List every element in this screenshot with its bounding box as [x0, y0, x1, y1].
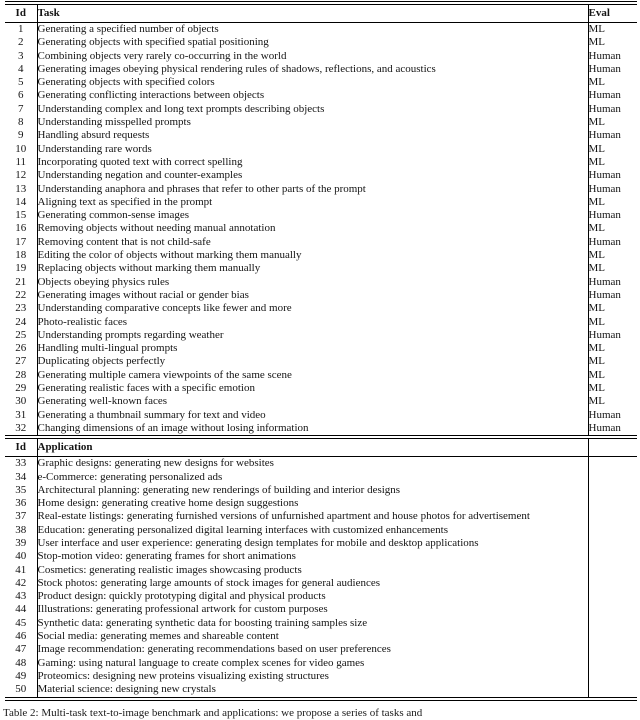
row-id: 2 [5, 36, 37, 49]
applications-header-empty [588, 437, 637, 457]
row-eval: ML [588, 76, 605, 89]
row-text: Combining objects very rarely co-occurring in the world [37, 50, 588, 63]
row-eval: Human [588, 408, 621, 421]
row-eval [588, 497, 637, 510]
row-eval [588, 670, 637, 683]
row-id: 23 [5, 302, 37, 315]
table-row [5, 329, 637, 342]
row-text: Aligning text as specified in the prompt [37, 196, 588, 209]
row-id: 41 [5, 564, 37, 577]
row-eval [588, 590, 637, 603]
row-eval: ML [588, 116, 605, 129]
table-row [5, 355, 637, 368]
row-text: Home design: generating creative home design suggestions [37, 497, 588, 510]
row-eval [588, 524, 637, 537]
tasks-header-id: Id [5, 3, 37, 23]
row-id: 10 [5, 143, 37, 156]
table-row [5, 36, 637, 49]
row-text: Generating objects with specified colors [37, 76, 588, 89]
row-id: 33 [5, 457, 37, 471]
applications-body [5, 457, 637, 699]
row-text: User interface and user experience: generating design templates for mobile and desktop applications [37, 537, 588, 550]
row-text: Understanding negation and counter-examples [37, 169, 588, 182]
row-eval: ML [588, 342, 605, 355]
row-id: 35 [5, 484, 37, 497]
table-row [5, 657, 637, 670]
table-row [5, 76, 637, 89]
row-id: 40 [5, 550, 37, 563]
table-row [5, 603, 637, 616]
tasks-body [5, 23, 637, 438]
row-eval: ML [588, 382, 605, 395]
row-id: 48 [5, 657, 37, 670]
table-row [5, 457, 637, 471]
row-id: 45 [5, 617, 37, 630]
row-text: Graphic designs: generating new designs for websites [37, 457, 588, 471]
row-id: 4 [5, 63, 37, 76]
row-text: Architectural planning: generating new renderings of building and interior designs [37, 484, 588, 497]
row-text: Incorporating quoted text with correct spelling [37, 156, 588, 169]
row-eval: ML [588, 315, 605, 328]
table-row [5, 289, 637, 302]
row-text: Stock photos: generating large amounts of stock images for general audiences [37, 577, 588, 590]
table-row [5, 409, 637, 422]
row-text: Generating multiple camera viewpoints of the same scene [37, 369, 588, 382]
row-eval [588, 471, 637, 484]
row-id: 26 [5, 342, 37, 355]
row-id: 38 [5, 524, 37, 537]
row-text: Synthetic data: generating synthetic data for boosting training samples size [37, 617, 588, 630]
row-text: Generating images obeying physical rendering rules of shadows, reflections, and acoustics [37, 63, 588, 76]
row-id: 47 [5, 643, 37, 656]
row-id: 43 [5, 590, 37, 603]
table-row [5, 50, 637, 63]
table-row [5, 302, 637, 315]
table-row [5, 103, 637, 116]
row-text: Understanding misspelled prompts [37, 116, 588, 129]
row-id: 29 [5, 382, 37, 395]
row-id: 36 [5, 497, 37, 510]
table-row [5, 156, 637, 169]
row-id: 19 [5, 262, 37, 275]
table-row [5, 342, 637, 355]
table-row [5, 643, 637, 656]
row-eval: Human [588, 235, 621, 248]
row-eval [588, 537, 637, 550]
table-row [5, 236, 637, 249]
row-text: Generating a thumbnail summary for text and video [37, 409, 588, 422]
row-text: Understanding prompts regarding weather [37, 329, 588, 342]
row-eval: ML [588, 36, 605, 49]
table-row [5, 550, 637, 563]
row-text: Objects obeying physics rules [37, 276, 588, 289]
row-text: Real-estate listings: generating furnished versions of unfurnished apartment and house photos for advertisement [37, 510, 588, 523]
row-id: 25 [5, 329, 37, 342]
row-text: Photo-realistic faces [37, 316, 588, 329]
row-id: 24 [5, 316, 37, 329]
row-eval: Human [588, 89, 621, 102]
row-id: 8 [5, 116, 37, 129]
row-eval [588, 510, 637, 523]
row-eval: ML [588, 155, 605, 168]
applications-header-section [5, 437, 637, 457]
tasks-header-section [5, 3, 637, 23]
table-row [5, 369, 637, 382]
row-id: 22 [5, 289, 37, 302]
row-eval [588, 630, 637, 643]
applications-header-application: Application [37, 437, 588, 457]
table-row [5, 316, 637, 329]
table-row [5, 249, 637, 262]
row-text: Handling multi-lingual prompts [37, 342, 588, 355]
row-text: Understanding anaphora and phrases that refer to other parts of the prompt [37, 183, 588, 196]
tasks-header-task: Task [37, 3, 588, 23]
row-id: 49 [5, 670, 37, 683]
row-eval [588, 657, 637, 670]
row-eval [588, 617, 637, 630]
table-row [5, 222, 637, 235]
row-eval: ML [588, 222, 605, 235]
table-row [5, 497, 637, 510]
table-row [5, 196, 637, 209]
row-text: Removing content that is not child-safe [37, 236, 588, 249]
row-id: 16 [5, 222, 37, 235]
table-row [5, 209, 637, 222]
tasks-header-row [5, 3, 637, 23]
table-row [5, 116, 637, 129]
row-text: Understanding complex and long text prompts describing objects [37, 103, 588, 116]
row-eval: Human [588, 288, 621, 301]
row-id: 27 [5, 355, 37, 368]
row-eval [588, 457, 637, 471]
table-row [5, 577, 637, 590]
row-text: e-Commerce: generating personalized ads [37, 471, 588, 484]
row-eval: Human [588, 129, 621, 142]
row-id: 37 [5, 510, 37, 523]
row-eval: Human [588, 102, 621, 115]
row-text: Product design: quickly prototyping digital and physical products [37, 590, 588, 603]
row-id: 34 [5, 471, 37, 484]
row-text: Image recommendation: generating recommendations based on user preferences [37, 643, 588, 656]
row-id: 31 [5, 409, 37, 422]
row-id: 46 [5, 630, 37, 643]
row-eval [588, 484, 637, 497]
row-id: 13 [5, 183, 37, 196]
row-eval: ML [588, 195, 605, 208]
row-text: Social media: generating memes and shareable content [37, 630, 588, 643]
table-row [5, 129, 637, 142]
row-id: 44 [5, 603, 37, 616]
row-id: 7 [5, 103, 37, 116]
table-row [5, 590, 637, 603]
row-id: 42 [5, 577, 37, 590]
row-text: Illustrations: generating professional artwork for custom purposes [37, 603, 588, 616]
row-id: 12 [5, 169, 37, 182]
row-text: Generating well-known faces [37, 395, 588, 408]
table-caption: Table 2: Multi-task text-to-image benchmark and applications: we propose a series of tasks and [3, 706, 423, 719]
row-id: 9 [5, 129, 37, 142]
row-id: 1 [5, 23, 37, 37]
row-text: Understanding comparative concepts like fewer and more [37, 302, 588, 315]
row-id: 6 [5, 89, 37, 102]
row-eval: Human [588, 328, 621, 341]
row-text: Generating conflicting interactions between objects [37, 89, 588, 102]
row-id: 14 [5, 196, 37, 209]
row-text: Changing dimensions of an image without losing information [37, 422, 588, 437]
table-row [5, 537, 637, 550]
table-row [5, 510, 637, 523]
row-eval [588, 643, 637, 656]
table-row [5, 183, 637, 196]
table-row [5, 471, 637, 484]
table-row [5, 262, 637, 275]
row-eval [588, 577, 637, 590]
table-row [5, 382, 637, 395]
row-text: Duplicating objects perfectly [37, 355, 588, 368]
applications-header-row [5, 437, 637, 457]
row-id: 50 [5, 683, 37, 698]
table-row [5, 630, 637, 643]
row-id: 28 [5, 369, 37, 382]
row-text: Understanding rare words [37, 143, 588, 156]
row-id: 5 [5, 76, 37, 89]
table-row [5, 683, 637, 698]
row-text: Removing objects without needing manual annotation [37, 222, 588, 235]
benchmark-table [5, 1, 637, 701]
row-eval: Human [588, 182, 621, 195]
row-eval: ML [588, 23, 605, 35]
row-id: 30 [5, 395, 37, 408]
row-text: Generating common-sense images [37, 209, 588, 222]
tasks-header-eval: Eval [588, 3, 637, 23]
row-eval [588, 564, 637, 577]
row-eval [588, 683, 637, 698]
table-row [5, 89, 637, 102]
row-eval: ML [588, 142, 605, 155]
row-eval: ML [588, 368, 605, 381]
row-id: 3 [5, 50, 37, 63]
row-text: Cosmetics: generating realistic images showcasing products [37, 564, 588, 577]
table-row [5, 564, 637, 577]
row-eval: Human [588, 421, 621, 434]
row-eval: Human [588, 209, 621, 222]
row-text: Proteomics: designing new proteins visualizing existing structures [37, 670, 588, 683]
row-id: 15 [5, 209, 37, 222]
row-text: Generating objects with specified spatial positioning [37, 36, 588, 49]
row-eval: Human [588, 62, 621, 75]
row-eval [588, 603, 637, 616]
table-row [5, 422, 637, 437]
row-id: 32 [5, 422, 37, 437]
row-text: Editing the color of objects without marking them manually [37, 249, 588, 262]
row-id: 21 [5, 276, 37, 289]
row-id: 17 [5, 236, 37, 249]
row-text: Material science: designing new crystals [37, 683, 588, 698]
row-eval: ML [588, 249, 605, 262]
row-text: Generating a specified number of objects [37, 23, 588, 37]
table-row [5, 524, 637, 537]
row-eval: ML [588, 395, 605, 408]
row-id: 11 [5, 156, 37, 169]
table-row [5, 395, 637, 408]
table-row [5, 169, 637, 182]
row-id: 39 [5, 537, 37, 550]
table-row [5, 484, 637, 497]
row-eval: ML [588, 262, 605, 275]
row-eval: ML [588, 355, 605, 368]
row-text: Education: generating personalized digital learning interfaces with customized enhancements [37, 524, 588, 537]
row-eval [588, 550, 637, 563]
row-text: Replacing objects without marking them manually [37, 262, 588, 275]
applications-header-id: Id [5, 437, 37, 457]
row-eval: ML [588, 302, 605, 315]
table-row [5, 276, 637, 289]
row-eval: Human [588, 169, 621, 182]
row-text: Handling absurd requests [37, 129, 588, 142]
row-eval: Human [588, 49, 621, 62]
table-row [5, 617, 637, 630]
row-text: Generating realistic faces with a specific emotion [37, 382, 588, 395]
table-row [5, 23, 637, 37]
row-eval: Human [588, 275, 621, 288]
table-row [5, 143, 637, 156]
row-text: Generating images without racial or gender bias [37, 289, 588, 302]
row-text: Gaming: using natural language to create complex scenes for video games [37, 657, 588, 670]
row-id: 18 [5, 249, 37, 262]
table-row [5, 670, 637, 683]
row-text: Stop-motion video: generating frames for short animations [37, 550, 588, 563]
table-row [5, 63, 637, 76]
